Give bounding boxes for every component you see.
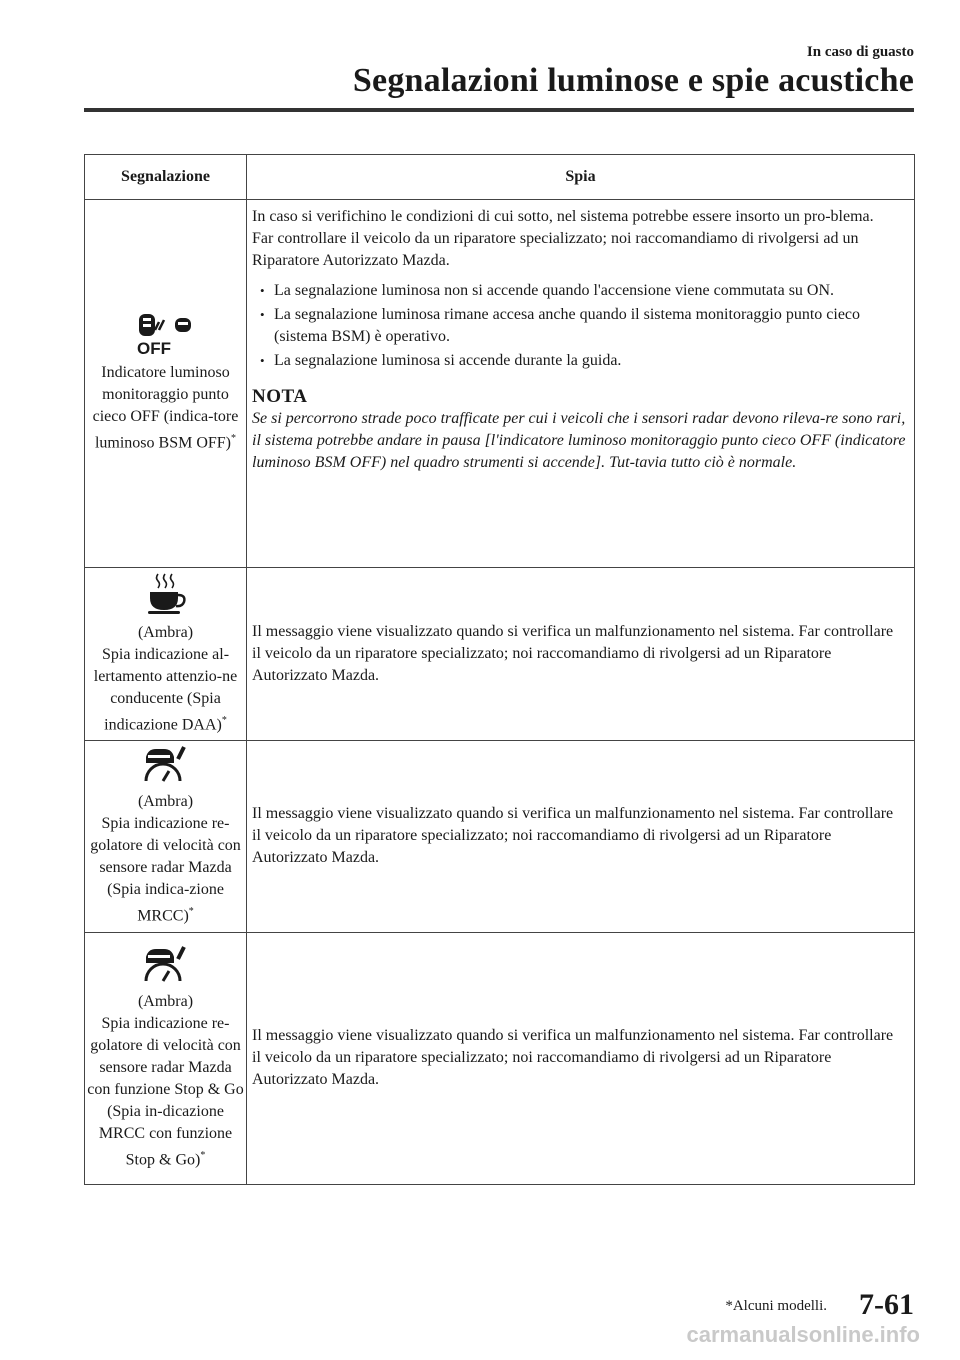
intro-text: In caso si verifichino le condizioni di cui sotto, nel sistema potrebbe essere insorto un pro-blema. — [252, 208, 874, 225]
signal-cell — [85, 741, 247, 932]
asterisk-mark: * — [200, 1149, 206, 1161]
spia-cell — [247, 932, 915, 1184]
section-label: In caso di guasto — [806, 44, 914, 60]
spia-cell — [247, 200, 915, 568]
list-item: • La segnalazione luminosa rimane accesa anche quando il sistema monitoraggio punto cieco (sistema BSM) è operativo. — [252, 304, 906, 348]
signal-name: Spia indicazione al-lertamento attenzio-ne conducente (Spia indicazione DAA) — [93, 646, 238, 734]
col-header-spia: Spia — [247, 155, 915, 200]
spia-cell — [247, 741, 915, 932]
nota-text: Se si percorrono strade poco trafficate per cui i veicoli che i sensori radar devono rileva-re sono rari, il sistema potrebbe andare in pausa [l'indicatore luminoso monitoraggio punto cieco OFF (indicatore luminoso BSM OFF) nel quadro strumenti si accende]. Tut-tavia tutto ciò è normale. — [252, 410, 906, 471]
footnote: *Alcuni modelli. — [725, 1298, 827, 1314]
spia-cell — [247, 568, 915, 741]
spia-text: Il messaggio viene visualizzato quando si verifica un malfunzionamento nel sistema. Far controllare il veicolo da un riparatore specializzato; noi raccomandiamo di rivolgersi ad un Riparatore Autorizzato Mazda. — [252, 805, 894, 867]
col-header-segnalazione: Segnalazione — [85, 155, 247, 200]
header-rule — [84, 108, 914, 112]
warning-table — [84, 154, 915, 1185]
signal-cell — [85, 200, 247, 568]
table-row — [85, 200, 915, 568]
signal-name: Spia indicazione re-golatore di velocità con sensore radar Mazda con funzione Stop & Go (Spia in-dicazione MRCC con funzione Stop & Go) — [87, 1014, 244, 1169]
list-item: • La segnalazione luminosa si accende durante la guida. — [252, 350, 906, 372]
signal-name: Spia indicazione re-golatore di velocità con sensore radar Mazda (Spia indica-zione MRCC) — [90, 815, 241, 925]
signal-cell — [85, 568, 247, 741]
signal-color: (Ambra) — [137, 992, 194, 1010]
coffee-cup-icon — [144, 572, 188, 616]
asterisk-mark: * — [188, 906, 194, 918]
mrcc-stop-go-icon — [140, 945, 192, 985]
table-row — [85, 741, 915, 932]
signal-color: (Ambra) — [137, 793, 194, 811]
asterisk-mark: * — [221, 715, 227, 726]
table-row — [85, 932, 915, 1184]
watermark: carmanualsonline.info — [686, 1322, 920, 1347]
table-header-row — [85, 155, 915, 200]
page-title: Segnalazioni luminose e spie acustiche — [352, 62, 914, 99]
signal-name: Indicatore luminoso monitoraggio punto cieco OFF (indica-tore luminoso BSM OFF) — [92, 364, 239, 452]
signal-cell — [85, 932, 247, 1184]
mrcc-icon — [140, 745, 192, 785]
signal-color: (Ambra) — [137, 624, 194, 641]
intro-text-2: Far controllare il veicolo da un riparatore specializzato; noi raccomandiamo di rivolgersi ad un Riparatore Autorizzato Mazda. — [252, 230, 859, 269]
spia-text: Il messaggio viene visualizzato quando si verifica un malfunzionamento nel sistema. Far controllare il veicolo da un riparatore specializzato; noi raccomandiamo di rivolgersi ad un Riparatore Autorizzato Mazda. — [252, 1027, 894, 1089]
svg-text:OFF: OFF — [136, 339, 171, 357]
spia-text: Il messaggio viene visualizzato quando si verifica un malfunzionamento nel sistema. Far controllare il veicolo da un riparatore specializzato; noi raccomandiamo di rivolgersi ad un Riparatore Autorizzato Mazda. — [252, 623, 894, 685]
page-number: 7-61 — [859, 1288, 914, 1321]
condition-list — [252, 280, 906, 372]
list-item: • La segnalazione luminosa non si accende quando l'accensione viene commutata su ON. — [252, 280, 906, 302]
nota-title: NOTA — [252, 386, 308, 407]
table-row — [85, 568, 915, 741]
asterisk-mark: * — [231, 433, 237, 445]
bsm-off-icon — [135, 312, 197, 356]
